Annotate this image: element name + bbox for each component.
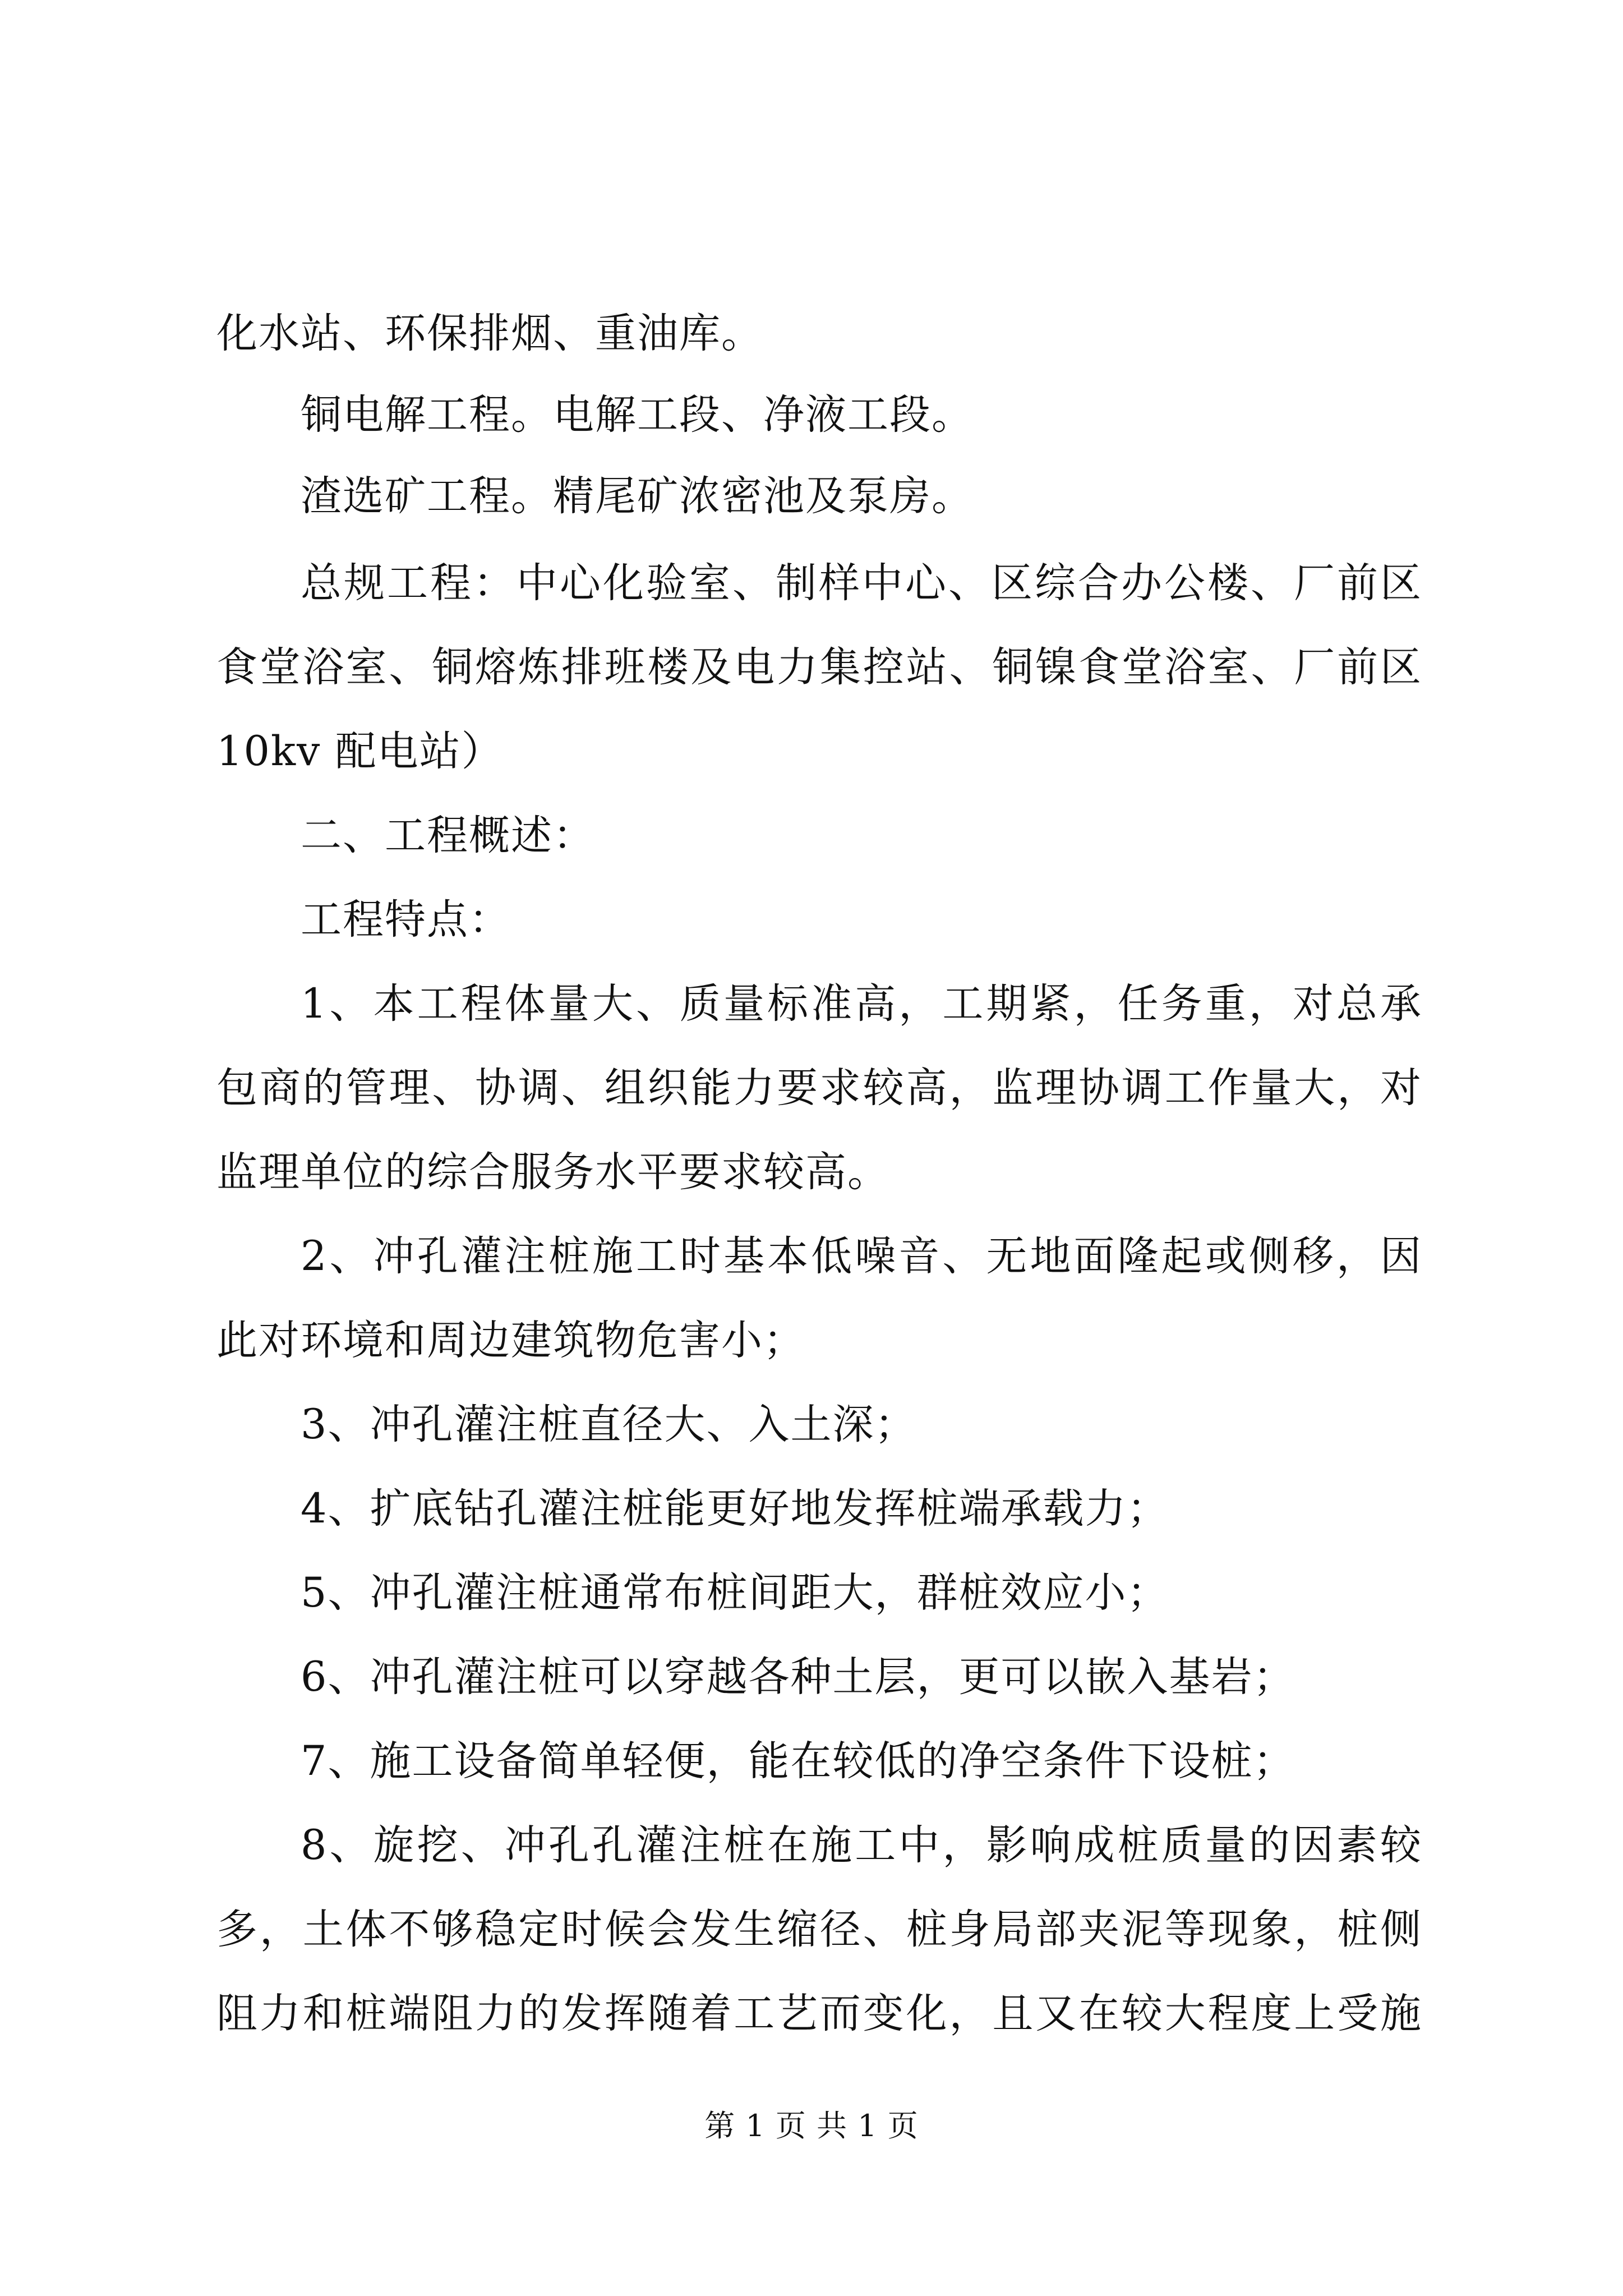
text-line: 7、施工设备简单轻便，能在较低的净空条件下设桩； [301, 1737, 1295, 1785]
text-line: 阻力和桩端阻力的发挥随着工艺而变化，且又在较大程度上受施 [216, 1990, 1422, 2037]
text-line: 此对环境和周边建筑物危害小； [216, 1317, 805, 1364]
page-number-footer: 第 1 页 共 1 页 [704, 2108, 919, 2143]
text-line: 4、扩底钻孔灌注桩能更好地发挥桩端承载力； [301, 1485, 1169, 1533]
text-line: 8、旋挖、冲孔孔灌注桩在施工中，影响成桩质量的因素较 [301, 1821, 1422, 1869]
text-line: 1、本工程体量大、质量标准高，工期紧，任务重，对总承 [301, 980, 1422, 1028]
text-line: 2、冲孔灌注桩施工时基本低噪音、无地面隆起或侧移，因 [301, 1232, 1422, 1280]
text-line: 化水站、环保排烟、重油库。 [216, 310, 763, 357]
text-line: 6、冲孔灌注桩可以穿越各种土层，更可以嵌入基岩； [301, 1653, 1295, 1701]
text-line: 多，土体不够稳定时候会发生缩径、桩身局部夹泥等现象，桩侧 [216, 1906, 1422, 1953]
text-line: 包商的管理、协调、组织能力要求较高，监理协调工作量大，对 [216, 1064, 1422, 1112]
subsection-heading: 工程特点： [301, 896, 511, 944]
section-heading: 二、工程概述： [301, 812, 595, 859]
text-line: 监理单位的综合服务水平要求较高。 [216, 1148, 889, 1196]
text-line: 3、冲孔灌注桩直径大、入土深； [301, 1401, 917, 1448]
text-line: 铜电解工程。电解工段、净液工段。 [301, 391, 974, 439]
text-line: 食堂浴室、铜熔炼排班楼及电力集控站、铜镍食堂浴室、厂前区 [216, 643, 1422, 691]
text-line: 渣选矿工程。精尾矿浓密池及泵房。 [301, 472, 974, 520]
text-line: 10kv 配电站） [216, 728, 504, 775]
text-line: 5、冲孔灌注桩通常布桩间距大，群桩效应小； [301, 1569, 1169, 1617]
text-line: 总规工程：中心化验室、制样中心、区综合办公楼、厂前区 [301, 559, 1422, 607]
